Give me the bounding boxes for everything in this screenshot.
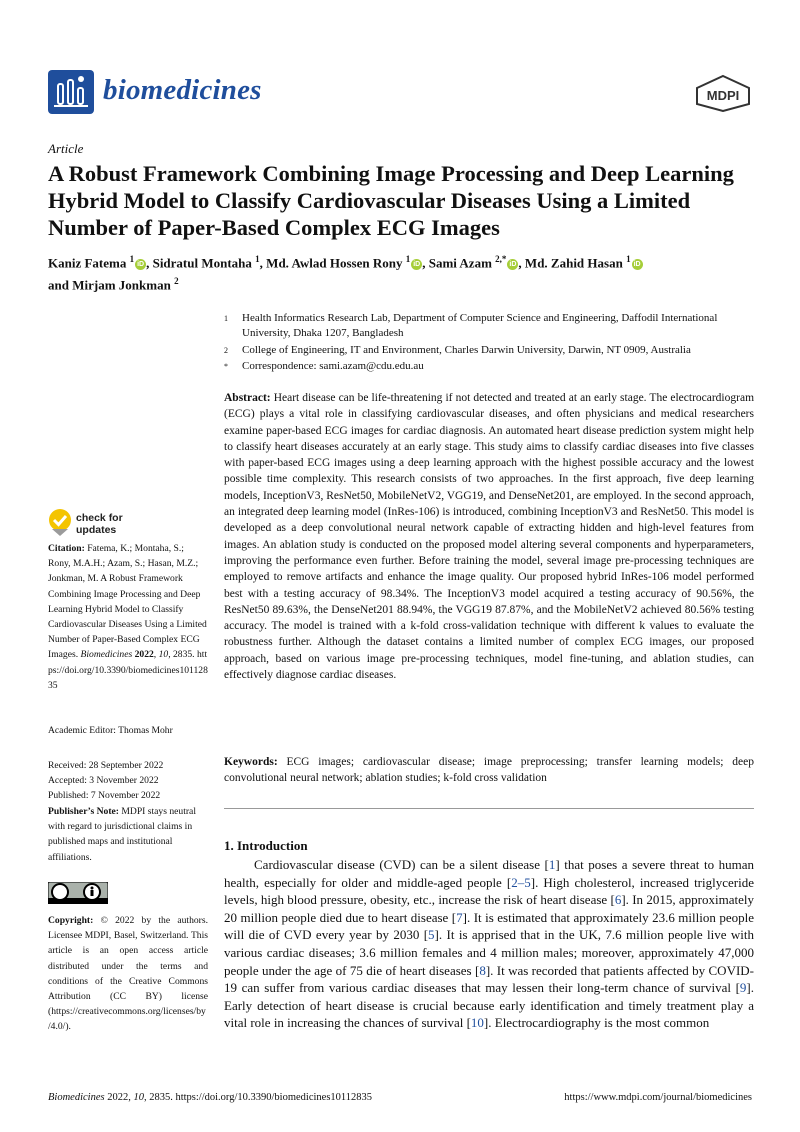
intro-text: Cardiovascular disease (CVD) can be a silent disease [ <box>254 857 549 872</box>
author-name[interactable]: Md. Zahid Hasan <box>524 255 623 271</box>
affiliation-mark: * <box>224 362 228 371</box>
copyright-text: © 2022 by the authors. Licensee MDPI, Basel, Switzerland. This article is an open access article distributed under the terms and conditions of the Creative Commons Attribution (CC BY) license (https://creativecommons.org/licenses/by/4.0/). <box>48 915 208 1033</box>
affiliation <box>224 311 764 341</box>
citation-ref-link[interactable]: 8 <box>479 962 486 978</box>
author-affil-mark: 1 <box>626 254 631 264</box>
citation-text: Fatema, K.; Montaha, S.; Rony, M.A.H.; Azam, S.; Hasan, M.Z.; Jonkman, M. A Robust Framework Combining Image Processing and Deep Learning Hybrid Model to Classify Cardiovascular Diseases Using a Limited Number of Paper-Based Complex ECG Images. <box>48 543 207 661</box>
abstract-text: Heart disease can be life-threatening if not detected and treated at an early stage. The electrocardiogram (ECG) plays a vital role in classifying cardiovascular diseases, and often physicians and medical researchers examine paper-based ECG images for cardiac diagnosis. An automated heart disease prediction system might help to classify heart diseases accurately at an early stage. This study aims to classify cardiac diseases into five classes with paper-based ECG images using a deep learning approach with the highest possible accuracy and the lowest possible time complexity. This research consists of two approaches. In the first approach, five deep learning models, InceptionV3, ResNet50, MobileNetV2, VGG19, and DenseNet201, are employed. In the second approach, an integrated deep learning model (InRes-106) is introduced, combining InceptionV3 and ResNet50. This model is developed as a deep convolutional neural network capable of extracting hidden and high-level features from images. An ablation study is conducted on the proposed model altering several components and hyperparameters, improving the performance even further. Before training the model, several image pre-processing techniques are employed to remove artifacts and enhance the image quality. Our proposed hybrid InRes-106 model performed best with a testing accuracy of 98.34%. The InceptionV3 model acquired a testing accuracy of 90.56%, the ResNet50 89.63%, the DenseNet201 88.94%, the VGG19 87.87%, and the MobileNetV2 achieved 80.56% testing accuracy. The model is trained with a k-fold cross-validation technique with different k values to evaluate the robustness further. Although the dataset contains a limited number of complex ECG images, our proposed approach, based on various image pre-processing techniques, model fine-tuning, and ablation studies, can effectively diagnose cardiac diseases. <box>224 392 755 682</box>
intro-text: ]. Electrocardiography is the most common <box>483 1015 710 1031</box>
journal-logo-icon <box>48 70 94 114</box>
accepted-date: Accepted: 3 November 2022 <box>48 775 159 787</box>
copyright-label: Copyright: <box>48 915 94 926</box>
author-affil-mark: 1 <box>129 254 135 264</box>
abstract <box>224 390 754 683</box>
author-connector: and <box>48 277 69 293</box>
intro-text: ]. In 2015, approximately 20 million people died due to heart disease [ <box>224 892 754 925</box>
received-date: Received: 28 September 2022 <box>48 760 164 771</box>
published-date: Published: 7 November 2022 <box>48 790 161 802</box>
footer-doi[interactable]: , 2835. https://doi.org/10.3390/biomedicines10112835 <box>143 1092 373 1103</box>
keywords <box>224 754 754 787</box>
journal-name[interactable]: biomedicines <box>103 74 262 106</box>
check-line2: updates <box>76 524 117 536</box>
author-affil-mark: 1 <box>255 254 260 264</box>
footer-citation: Biomedicines 2022, 10, 2835. https://doi.org/10.3390/biomedicines10112835 <box>48 1092 373 1103</box>
affiliation-mark: 2 <box>224 346 228 355</box>
check-for-updates[interactable] <box>76 512 123 536</box>
author-name[interactable]: Sami Azam <box>428 255 492 271</box>
author-name[interactable]: Sidratul Montaha <box>152 255 252 271</box>
affiliation-text: Health Informatics Research Lab, Department of Computer Science and Engineering, Daffodil International University, Dhaka 1207, Bangladesh <box>242 312 718 339</box>
citation-ref-link[interactable]: 5 <box>428 927 435 943</box>
citation-doi-link[interactable]: https://doi.org/10.3390/biomedicines10112835 <box>48 649 208 691</box>
correspondence-email[interactable]: Correspondence: sami.azam@cdu.edu.au <box>242 360 424 372</box>
affiliation-text: College of Engineering, IT and Environment, Charles Darwin University, Darwin, NT 0909, Australia <box>242 344 691 356</box>
keywords-text: ECG images; cardiovascular disease; image preprocessing; transfer learning models; deep convolutional neural network; ablation studies; k-fold cross validation <box>224 756 754 785</box>
orcid-icon[interactable]: iD <box>509 261 517 269</box>
intro-text: ] that poses a severe threat to human health, especially for older and middle-aged people [ <box>224 857 755 890</box>
mdpi-logo-text: MDPI <box>706 88 740 103</box>
citation-ref-link[interactable]: 6 <box>614 892 622 908</box>
citation-label: Citation: <box>48 543 85 554</box>
intro-text: ]. It is estimated that approximately 23.6 million people will die of CVD every year by 2030 [ <box>224 909 754 943</box>
intro-text: ]. It was recorded that patients affected by COVID-19 can suffer from various cardiac diseases that may lessen their long-term chance of survival [ <box>224 962 754 996</box>
check-for-updates-icon[interactable] <box>48 507 72 537</box>
article-type: Article <box>48 141 84 156</box>
author-list: Kaniz Fatema $^1$iD , Sidratul Montaha $^1$, Md. Awlad Hossen Rony $^1$iD , Sami Azam $^{2,*}$iD , Md. Zahid Hasan $^1$iD and Mirjam Jonkman $^2$ <box>48 254 641 293</box>
cc-by-license-icon[interactable] <box>48 882 108 904</box>
citation-ref-link[interactable]: 7 <box>456 909 463 925</box>
citation-ref-link[interactable]: 2–5 <box>511 874 531 890</box>
footer-year: 2022 <box>107 1092 129 1103</box>
mdpi-logo[interactable] <box>693 74 753 112</box>
footer-journal: Biomedicines <box>48 1092 105 1103</box>
author-affil-mark: 2,* <box>495 254 507 264</box>
section-divider <box>224 808 754 809</box>
author-name[interactable]: Md. Awlad Hossen Rony <box>266 255 403 271</box>
orcid-icon[interactable]: iD <box>633 261 641 269</box>
abstract-label: Abstract: <box>224 392 271 404</box>
academic-editor: Academic Editor: Thomas Mohr <box>48 725 173 736</box>
citation-ref-link[interactable]: 9 <box>739 980 747 996</box>
publishers-note-label: Publisher’s Note: <box>48 806 119 817</box>
section-heading: 1. Introduction <box>224 838 308 853</box>
article-title: A Robust Framework Combining Image Processing and Deep Learning Hybrid Model to Classify Cardiovascular Diseases Using a Limited Number of Paper-Based Complex ECG Images <box>48 161 734 240</box>
publishers-note <box>48 804 208 865</box>
affiliation <box>224 359 764 374</box>
intro-text: ]. It is apprised that in the UK, 7.6 million people live with various cardiac diseases; 3.6 million females and 4 million males; moreover, approximately 47,000 people under the age of 75 die of heart diseases [ <box>224 927 754 978</box>
author-affil-mark: 1 <box>405 254 411 264</box>
orcid-icon[interactable]: iD <box>413 261 421 269</box>
intro-text: ]. Early detection of heart disease is crucial because early identification and timely treatment play a vital role in increasing the chances of survival [ <box>224 980 754 1031</box>
check-line1: check for <box>76 512 123 524</box>
citation-year: 2022 <box>134 649 154 661</box>
copyright-block <box>48 913 208 1035</box>
footer-journal-url[interactable]: https://www.mdpi.com/journal/biomedicines <box>564 1092 752 1103</box>
keywords-label: Keywords: <box>224 756 278 768</box>
introduction-paragraph <box>224 856 754 1032</box>
author-name[interactable]: Mirjam Jonkman <box>72 277 171 293</box>
citation-ref-link[interactable]: 10 <box>470 1015 484 1031</box>
citation-journal: Biomedicines <box>80 649 133 661</box>
affiliation-mark: 1 <box>224 314 228 323</box>
publishers-note-text: MDPI stays neutral with regard to jurisdictional claims in published maps and institutional affiliations. <box>48 806 196 863</box>
affiliation <box>224 343 764 358</box>
author-name[interactable]: Kaniz Fatema <box>48 255 127 271</box>
citation-volume: 10 <box>158 649 169 661</box>
citation-block: Citation: Fatema, K.; Montaha, S.; Rony, M.A.H.; Azam, S.; Hasan, M.Z.; Jonkman, M. A Robust Framework Combining Image Processing and Deep Learning Hybrid Model to Classify Cardiovascular Diseases Using a Limited Number of Paper-Based Complex ECG Images. Biomedicines 2022, 10, 2835. https://doi.org/10.3390/biomedicines10112835 <box>48 543 208 691</box>
citation-ref-link[interactable]: 1 <box>548 857 556 872</box>
intro-text: ]. High cholesterol, increased triglyceride levels, high blood pressure, obesity, etc., increase the risk of heart disease [ <box>224 874 754 908</box>
author-affil-mark: 2 <box>174 276 179 287</box>
footer-volume: 10 <box>133 1092 144 1103</box>
dates-block <box>48 758 208 804</box>
citation-pages: , 2835. <box>168 649 195 661</box>
orcid-icon[interactable]: iD <box>137 261 145 269</box>
